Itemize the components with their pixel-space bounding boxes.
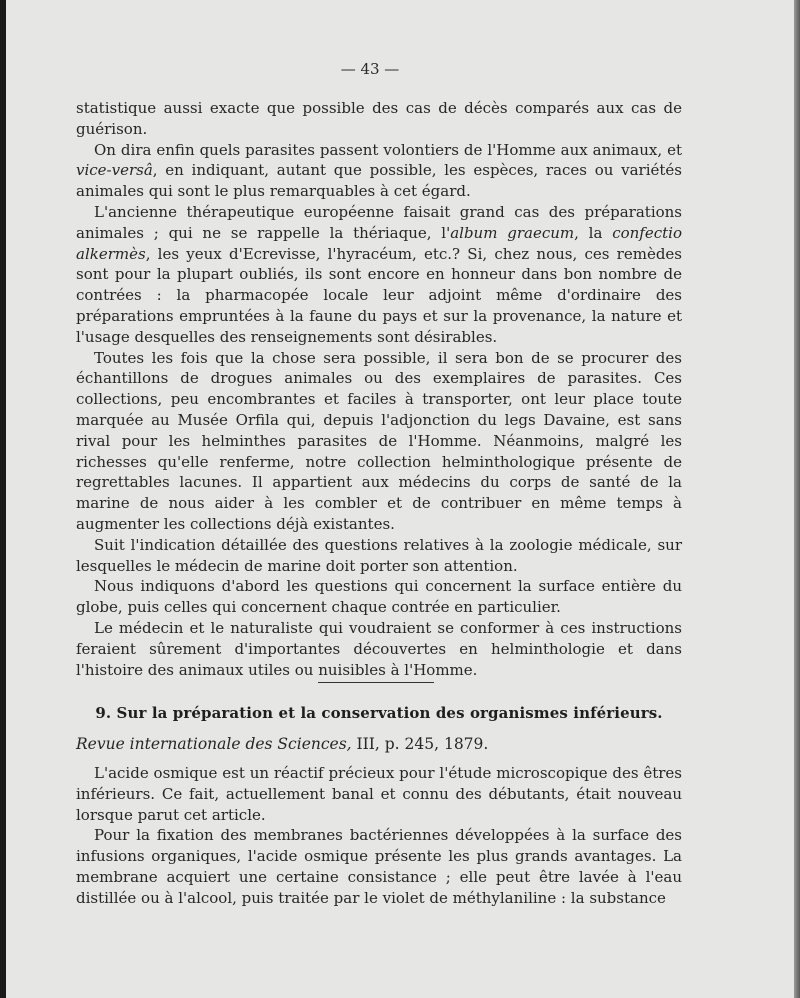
page-edge-shadow — [794, 0, 800, 998]
paragraph — [76, 202, 682, 348]
paragraph: On dira enfin quels parasites passent volontiers de l'Homme aux animaux, et vice-versâ, en indiquant, autant que possible, les espèces, races ou variétés animales qui sont le plus remarquables à cet égard. — [76, 140, 682, 201]
text-run: L'ancienne thérapeutique européenne faisait grand cas des préparations animales ; qui ne se rappelle la thériaque, l' — [76, 202, 682, 242]
source-citation — [76, 735, 682, 753]
paragraph: Toutes les fois que la chose sera possible, il sera bon de se procurer des échantillons de drogues animales ou des exemplaires de parasites. Ces collections, peu encombrantes et faciles à transporter, ont leur place toute marquée au Musée Orfila qui, depuis l'adjonction du legs Davaine, est sans rival pour les helminthes parasites de l'Homme. Néanmoins, malgré les richesses qu'elle renferme, notre collection helminthologique présente de regrettables lacunes. Il appartient aux médecins du corps de santé de la marine de nous aider à les combler et de contribuer en même temps à augmenter les collections déjà existantes. — [76, 348, 682, 533]
paragraph: statistique aussi exacte que possible des cas de décès comparés aux cas de guérison. — [76, 99, 682, 138]
paragraph: Nous indiquons d'abord les questions qui concernent la surface entière du globe, puis celles qui concernent chaque contrée en particulier. — [76, 577, 682, 617]
section-heading: 9. Sur la préparation et la conservation des organismes inférieurs. — [95, 704, 663, 722]
italic-term: vice-versâ — [76, 161, 153, 180]
text-run: , les yeux d'Ecrevisse, l'hyracéum, etc.? Si, chez nous, ces remèdes sont pour la plupart oubliés, ils sont encore en honneur dans bon nombre de contrées : la pharmacopée locale leur adjoint même d'ordinaire des préparations empruntées à la faune du pays et sur la provenance, la nature et l'usage desquelles des renseignements sont désirables. — [76, 244, 682, 346]
paragraph: L'acide osmique est un réactif précieux pour l'étude microscopique des êtres inférieurs. Ce fait, actuellement banal et connu des débutants, était nouveau lorsque parut cet article. — [76, 764, 682, 824]
italic-term: album graecum — [450, 223, 575, 242]
paragraph: Le médecin et le naturaliste qui voudraient se conformer à ces instructions feraient sûrement d'importantes découvertes en helminthologie et dans l'histoire des animaux utiles ou nuisibles à l'Homme. — [76, 618, 682, 679]
section-divider — [318, 682, 434, 683]
text-run: , la — [574, 223, 613, 242]
journal-title: Revue internationale des Sciences, — [76, 735, 352, 753]
body-text-upper — [76, 98, 682, 680]
page-number: — 43 — — [340, 60, 400, 78]
italic-term: confectio alkermès — [76, 223, 682, 263]
body-text-lower — [76, 763, 682, 909]
paragraph: Pour la fixation des membranes bactériennes développées à la surface des infusions organiques, l'acide osmique présente les plus grands avantages. La membrane acquiert une certaine consistance ; elle peut être lavée à l'eau distillée ou à l'alcool, puis traitée par le violet de méthylaniline : la substance — [76, 826, 682, 907]
paragraph: Suit l'indication détaillée des questions relatives à la zoologie médicale, sur lesquelles le médecin de marine doit porter son attention. — [76, 535, 682, 575]
citation-details: III, p. 245, 1879. — [351, 735, 489, 753]
